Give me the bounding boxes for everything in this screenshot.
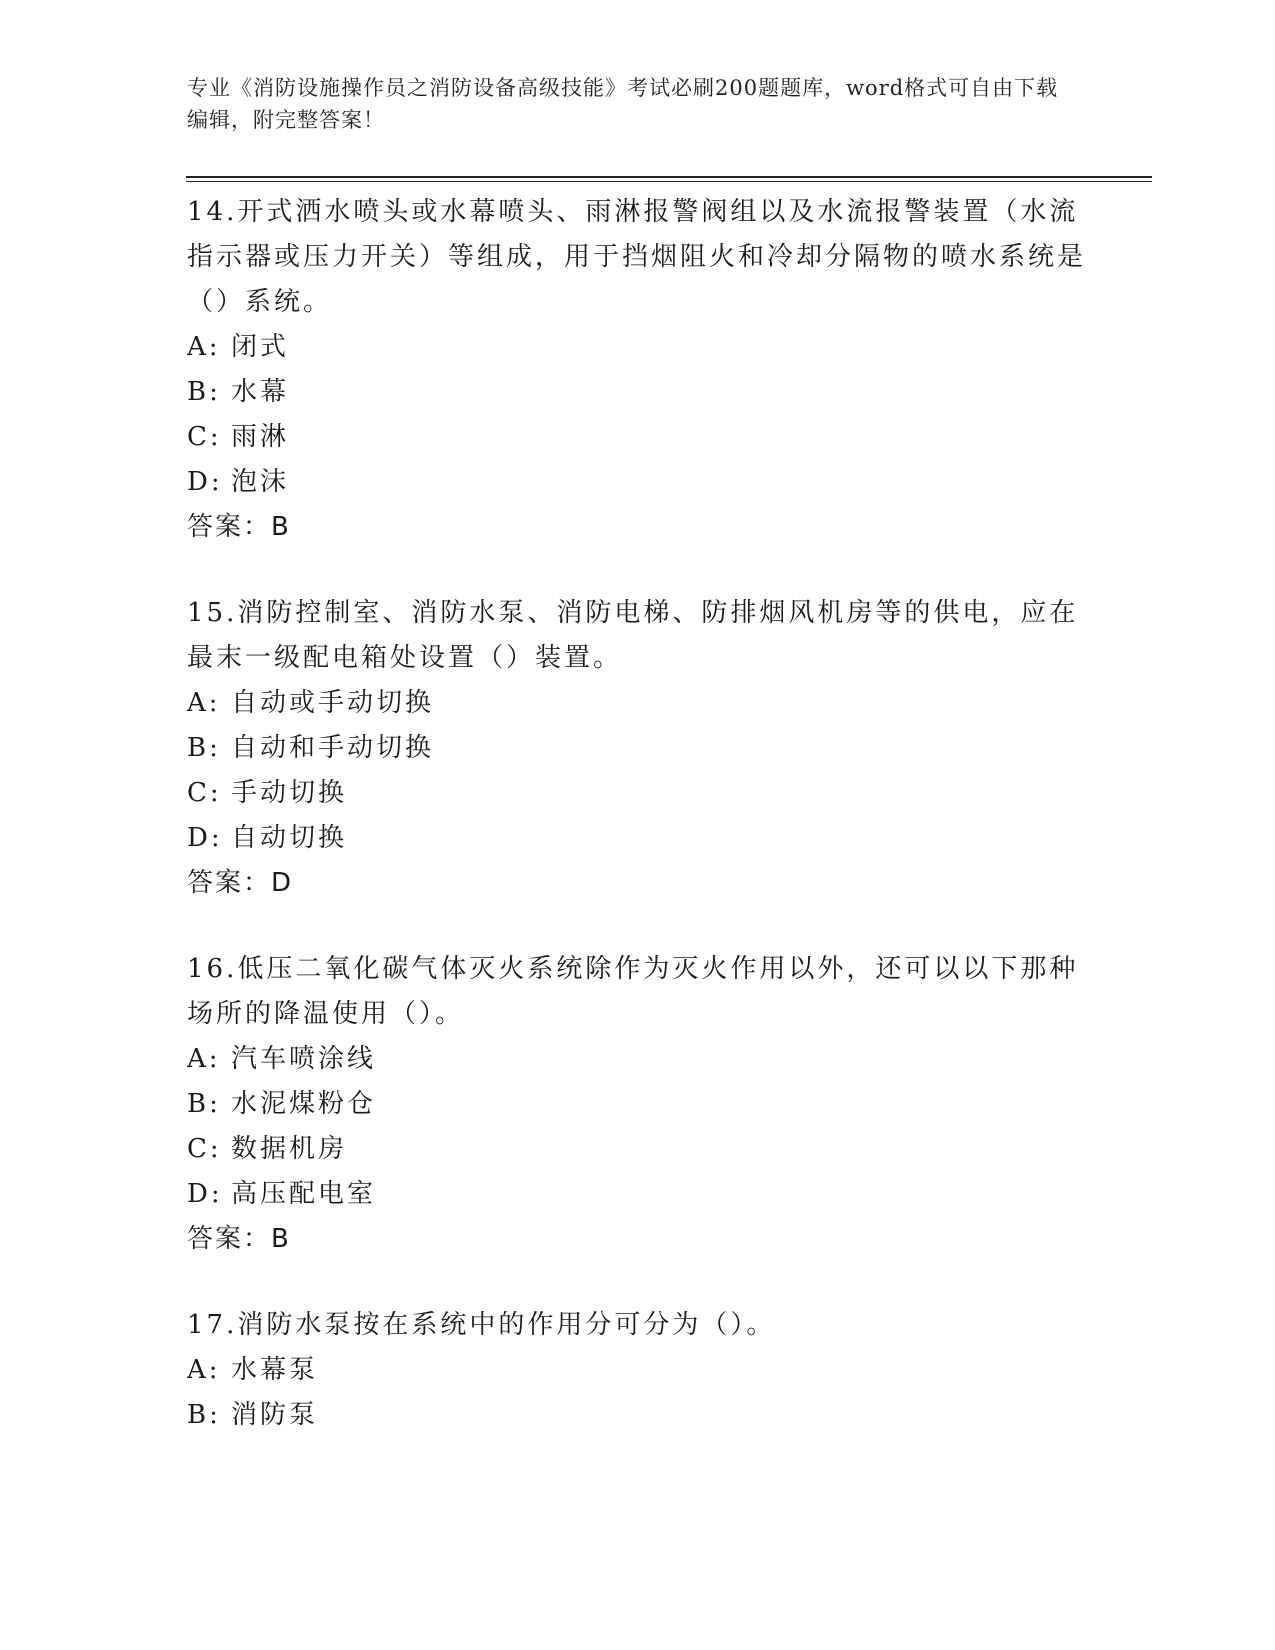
option-b — [187, 370, 1087, 415]
option-text: 汽车喷涂线 — [231, 1044, 377, 1074]
answer-line: 答案：B — [187, 512, 291, 542]
option-a — [187, 325, 1087, 370]
option-b — [187, 726, 1087, 771]
option-letter: A: — [187, 332, 221, 362]
option-text: 消防泵 — [231, 1400, 319, 1430]
option-letter: B: — [187, 377, 221, 407]
option-letter: A: — [187, 1044, 221, 1074]
option-d — [187, 460, 1087, 505]
option-text: 自动切换 — [231, 823, 348, 853]
option-a — [187, 1037, 1087, 1082]
question-stem: 17.消防水泵按在系统中的作用分可分为（）。 — [187, 1310, 776, 1340]
option-letter: C: — [187, 778, 222, 808]
option-text: 闭式 — [231, 332, 290, 362]
header-divider-thin — [186, 181, 1152, 182]
option-letter: C: — [187, 422, 222, 452]
question-stem: 14.开式洒水喷头或水幕喷头、雨淋报警阀组以及水流报警装置（水流指示器或压力开关）等组成，用于挡烟阻火和冷却分隔物的喷水系统是（）系统。 — [187, 197, 1087, 317]
document-header: 专业《消防设施操作员之消防设备高级技能》考试必刷200题题库，word格式可自由下载编辑，附完整答案！ — [187, 76, 1059, 132]
option-c — [187, 415, 1087, 460]
option-text: 自动和手动切换 — [231, 733, 435, 763]
option-text: 水泥煤粉仓 — [231, 1089, 377, 1119]
option-letter: A: — [187, 1355, 221, 1385]
option-letter: B: — [187, 1089, 221, 1119]
option-text: 高压配电室 — [231, 1179, 377, 1209]
question-stem: 16.低压二氧化碳气体灭火系统除作为灭火作用以外，还可以以下那种场所的降温使用（）。 — [187, 954, 1079, 1029]
question-item — [187, 1303, 1087, 1438]
option-text: 水幕泵 — [231, 1355, 319, 1385]
option-letter: C: — [187, 1134, 222, 1164]
question-item — [187, 190, 1087, 550]
option-text: 数据机房 — [231, 1134, 348, 1164]
option-d — [187, 816, 1087, 861]
option-c — [187, 771, 1087, 816]
option-letter: D: — [187, 823, 223, 853]
option-b — [187, 1393, 1087, 1438]
question-list — [187, 190, 1087, 1479]
answer-line: 答案：D — [187, 868, 294, 898]
option-text: 泡沫 — [231, 467, 290, 497]
option-letter: A: — [187, 688, 221, 718]
question-item — [187, 591, 1087, 906]
option-letter: B: — [187, 733, 221, 763]
option-letter: D: — [187, 467, 223, 497]
option-text: 水幕 — [231, 377, 290, 407]
option-letter: B: — [187, 1400, 221, 1430]
option-text: 手动切换 — [231, 778, 348, 808]
question-stem: 15.消防控制室、消防水泵、消防电梯、防排烟风机房等的供电，应在最末一级配电箱处设置（）装置。 — [187, 598, 1079, 673]
question-item — [187, 947, 1087, 1262]
option-b — [187, 1082, 1087, 1127]
option-a — [187, 1348, 1087, 1393]
header-divider — [186, 176, 1152, 178]
option-letter: D: — [187, 1179, 223, 1209]
option-text: 雨淋 — [231, 422, 290, 452]
option-a — [187, 681, 1087, 726]
option-text: 自动或手动切换 — [231, 688, 435, 718]
answer-line: 答案：B — [187, 1224, 291, 1254]
option-d — [187, 1172, 1087, 1217]
option-c — [187, 1127, 1087, 1172]
